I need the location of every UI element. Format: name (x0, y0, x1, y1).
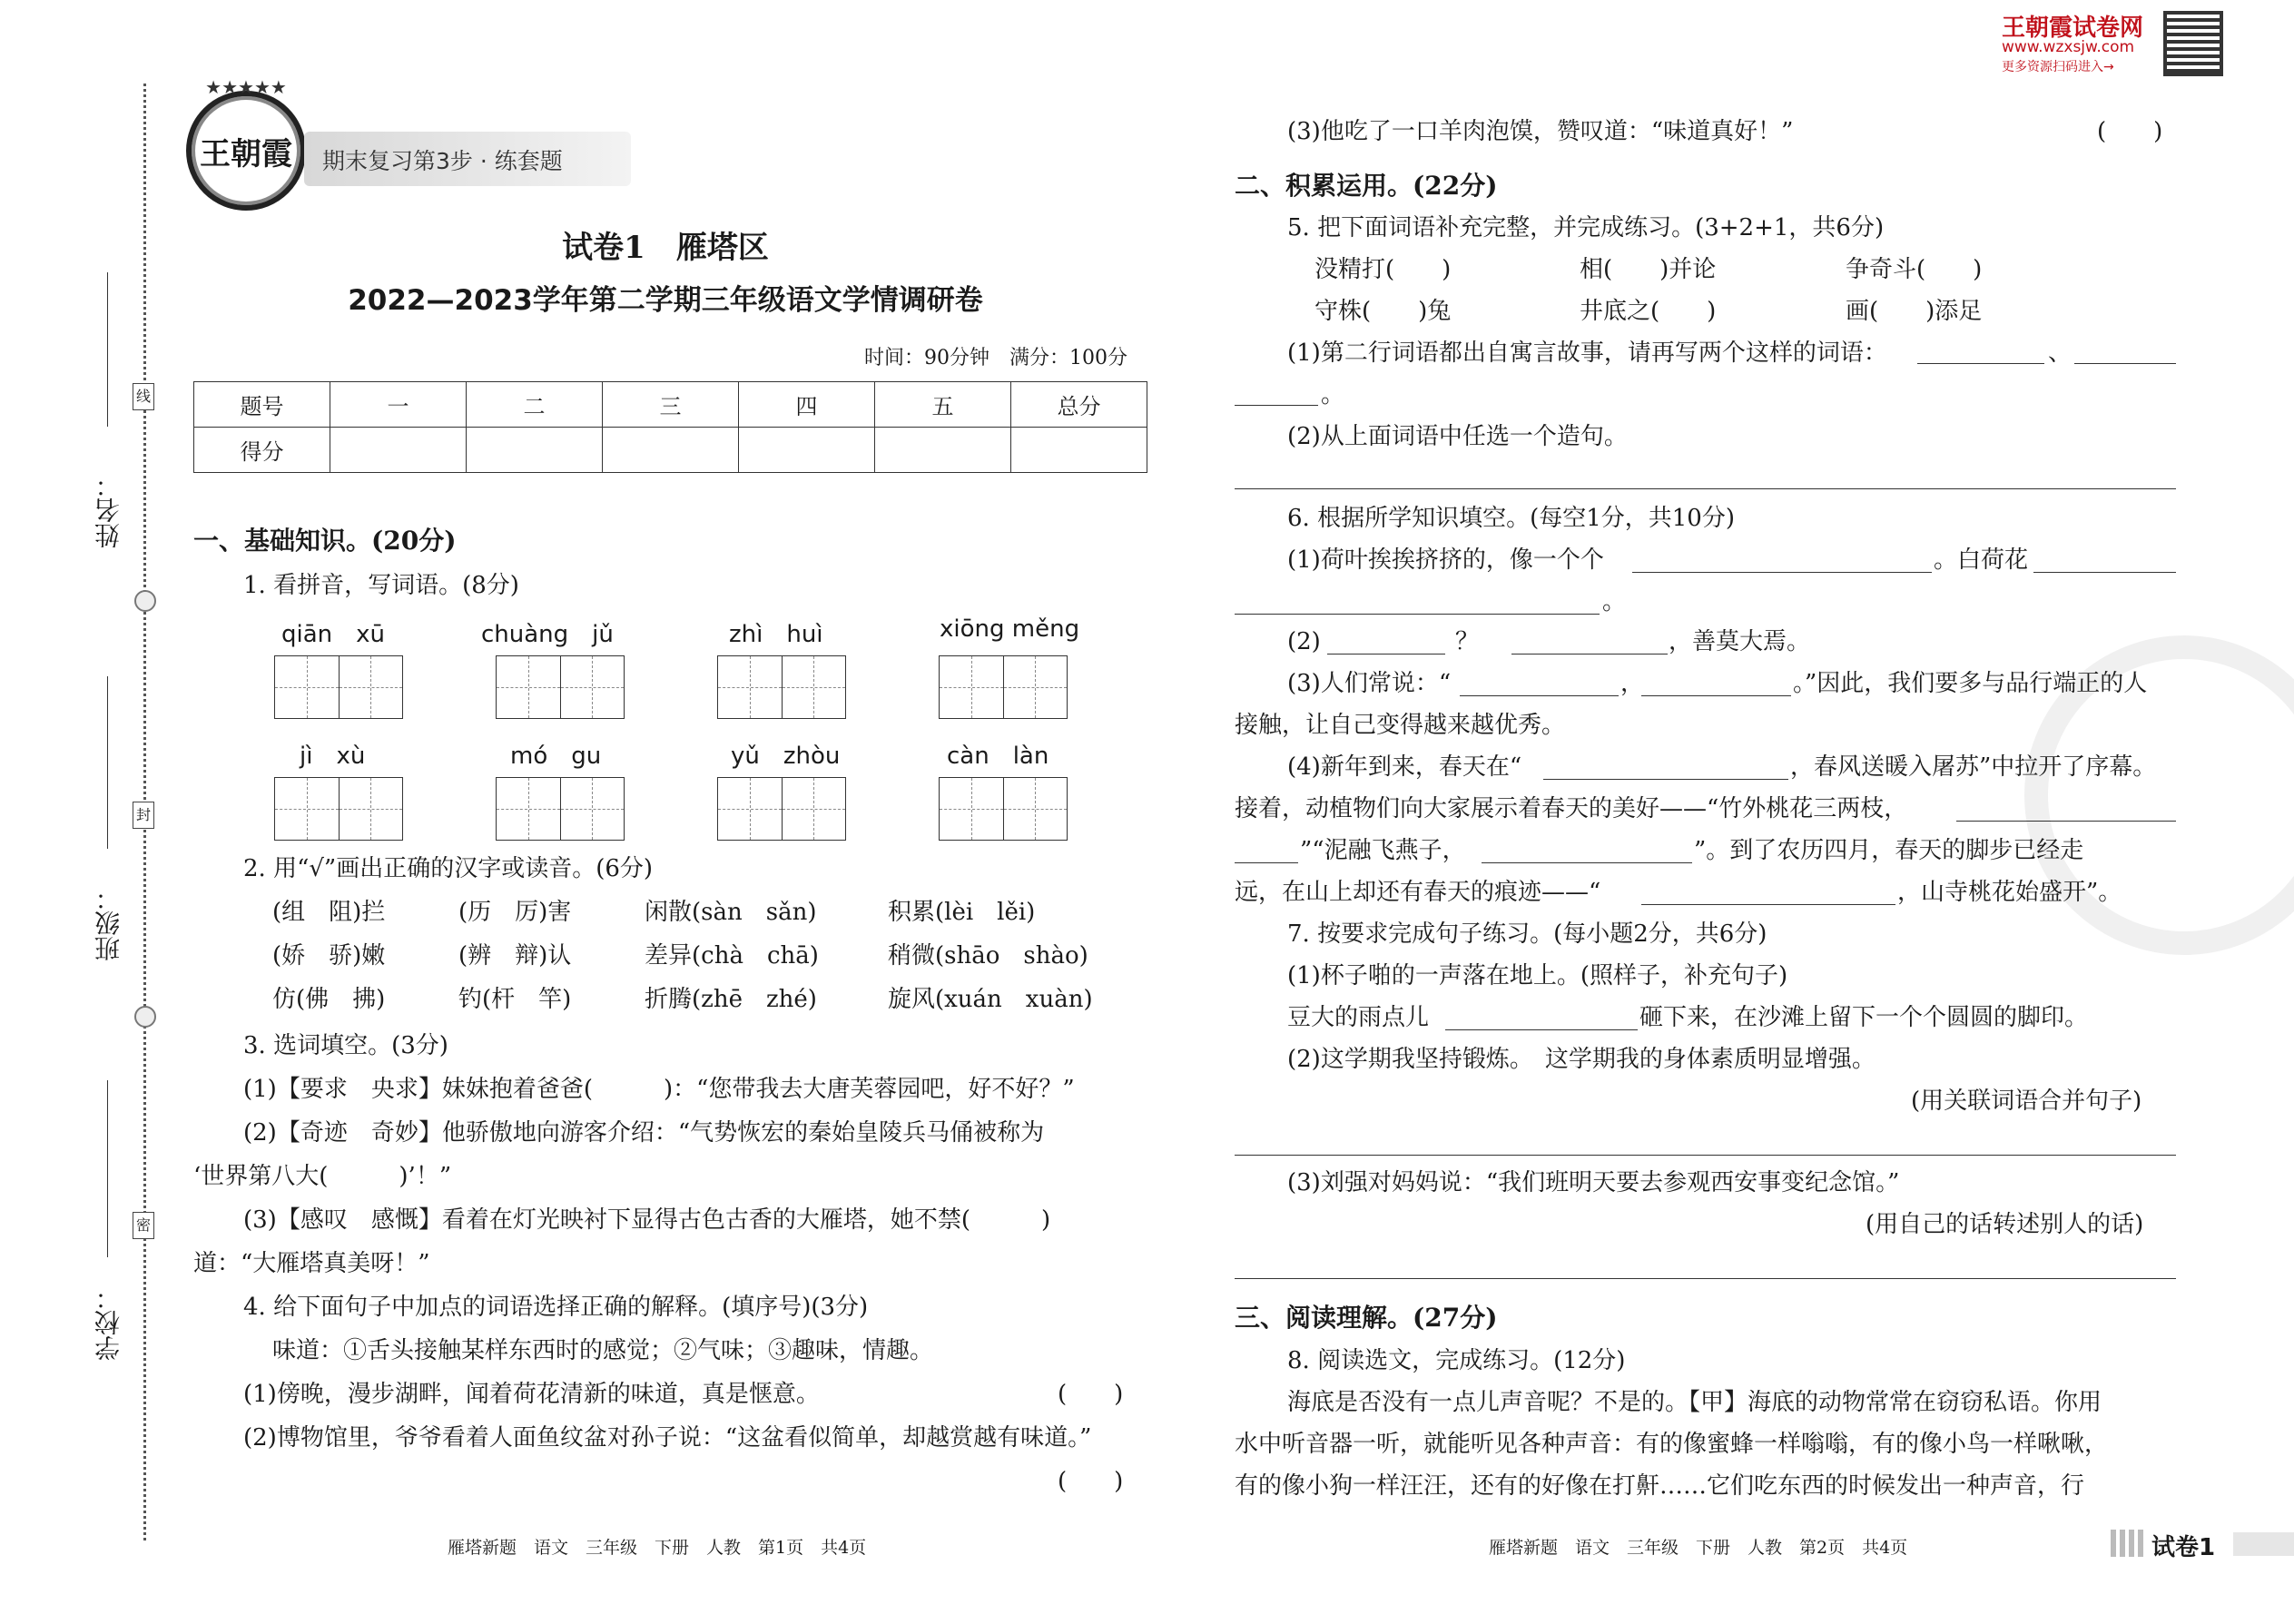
q2-option[interactable]: 钓(杆 竿) (458, 986, 572, 1013)
writing-grid[interactable] (939, 777, 1068, 841)
brand-logo (186, 76, 306, 211)
q6-3-start: (3)人们常说：“ (1287, 670, 1452, 697)
banner-text: 期末复习第3步 · 练套题 (322, 148, 563, 174)
pinyin-label: mó gu (510, 743, 602, 770)
pinyin-label: chuàng jǔ (481, 621, 614, 648)
q3-item-3-cont: 道：“大雁塔真美呀！” (193, 1250, 430, 1277)
logo-text: 王朝霞 (200, 136, 292, 172)
score-input[interactable] (739, 428, 875, 473)
answer-line[interactable] (1235, 405, 1318, 406)
q2-option[interactable]: 稍微(shāo shào) (888, 942, 1088, 969)
answer-paren[interactable]: ( ) (2097, 118, 2163, 145)
section-1-heading: 一、基础知识。(20分) (193, 526, 457, 556)
q2-option[interactable]: (历 厉)害 (458, 899, 572, 926)
section-3-heading: 三、阅读理解。(27分) (1235, 1303, 1498, 1333)
passage-line: 水中听音器一听，就能听见各种声音：有的像蜜蜂一样嗡嗡，有的像小鸟一样啾啾， (1235, 1431, 2109, 1458)
answer-line[interactable] (1632, 572, 1932, 573)
seal-char-3: 密 (133, 1212, 154, 1239)
answer-line[interactable] (1543, 779, 1788, 780)
q7-1-end: 砸下来，在沙滩上留下一个个圆圆的脚印。 (1639, 1004, 2089, 1031)
q3-item-2[interactable]: (2)【奇迹 奇妙】他骄傲地向游客介绍：“气势恢宏的秦始皇陵兵马俑被称为 (243, 1119, 1045, 1147)
q6-2-start: (2) (1287, 628, 1321, 655)
q2-option[interactable]: 积累(lèi lěi) (888, 899, 1036, 926)
score-cell: 四 (739, 382, 875, 428)
q5-prompt: 5. 把下面词语补充完整，并完成练习。(3+2+1，共6分) (1287, 214, 1885, 241)
q5-word[interactable]: 没精打( ) (1314, 256, 1452, 283)
q4-prompt: 4. 给下面句子中加点的词语选择正确的解释。(填序号)(3分) (243, 1294, 869, 1321)
writing-grid[interactable] (496, 777, 625, 841)
pinyin-label: zhì huì (729, 621, 823, 648)
answer-line[interactable] (1917, 363, 2044, 364)
writing-grid[interactable] (274, 655, 403, 719)
binding-ring-2 (134, 1006, 156, 1028)
writing-grid[interactable] (939, 655, 1068, 719)
q5-sub-1: (1)第二行词语都出自寓言故事，请再写两个这样的词语： (1287, 340, 1887, 367)
binding-ring-1 (134, 590, 156, 612)
q6-4-line2: 接着，动植物们向大家展示着春天的美好——“竹外桃花三两枝， (1235, 795, 1908, 822)
q4-item-2: (2)博物馆里，爷爷看着人面鱼纹盆对孙子说：“这盆看似简单，却越赏越有味道。” (243, 1424, 1092, 1452)
q5-word[interactable]: 画( )添足 (1846, 298, 1983, 325)
qr-code-icon[interactable] (2163, 11, 2223, 76)
q5-word[interactable]: 争奇斗( ) (1846, 256, 1983, 283)
answer-line[interactable] (1460, 695, 1619, 696)
q5-word[interactable]: 守株( )兔 (1314, 298, 1452, 325)
q3-item-1[interactable]: (1)【要求 央求】妹妹抱着爸爸( )：“您带我去大唐芙蓉园吧，好不好？” (243, 1076, 1075, 1103)
q5-word[interactable]: 相( )并论 (1580, 256, 1717, 283)
answer-line[interactable] (1235, 1278, 2176, 1279)
class-field-line[interactable] (107, 676, 108, 849)
writing-grid[interactable] (717, 655, 846, 719)
q3-item-2-cont[interactable]: ‘世界第八大( )’！” (193, 1163, 452, 1190)
q1-prompt: 1. 看拼音，写词语。(8分) (243, 572, 519, 599)
score-table (193, 381, 1147, 473)
seal-char-2: 封 (133, 802, 154, 829)
q6-4-poem3: ，山寺桃花始盛开”。 (1897, 879, 2122, 906)
q7-3-sentence: (3)刘强对妈妈说：“我们班明天要去参观西安事变纪念馆。” (1287, 1169, 1900, 1196)
pinyin-label: càn làn (947, 743, 1049, 770)
q6-4-line3: ”。到了农历四月，春天的脚步已经走 (1694, 837, 2084, 864)
q4-definition: 味道：①舌头接触某样东西时的感觉；②气味；③趣味，情趣。 (272, 1337, 934, 1364)
answer-line[interactable] (2033, 572, 2176, 573)
score-input[interactable] (330, 428, 467, 473)
q5-sub-2: (2)从上面词语中任选一个造句。 (1287, 423, 1628, 450)
site-note: 更多资源扫码进入→ (2002, 60, 2114, 74)
q3-prompt: 3. 选词填空。(3分) (243, 1032, 448, 1059)
q6-4-line4: 远，在山上却还有春天的痕迹——“ (1235, 879, 1601, 906)
answer-line[interactable] (1641, 695, 1791, 696)
answer-line[interactable] (1482, 862, 1692, 863)
score-cell: 题号 (194, 382, 330, 428)
right-page-footer: 雁塔新题 语文 三年级 下册 人教 第2页 共4页 (1489, 1538, 1908, 1558)
q7-2-sentences: (2)这学期我坚持锻炼。 这学期我的身体素质明显增强。 (1287, 1046, 1876, 1073)
answer-line[interactable] (1511, 654, 1668, 655)
q6-2-end: ，善莫大焉。 (1669, 628, 1811, 655)
score-input[interactable] (1011, 428, 1147, 473)
q2-option[interactable]: 旋风(xuán xuàn) (888, 986, 1093, 1013)
paper-subtitle: 2022—2023学年第二学期三年级语文学情调研卷 (348, 284, 983, 317)
q2-prompt: 2. 用“√”画出正确的汉字或读音。(6分) (243, 855, 654, 882)
q6-4-start: (4)新年到来，春天在“ (1287, 753, 1522, 781)
answer-line[interactable] (1327, 654, 1445, 655)
q7-3-note: (用自己的话转述别人的话) (1866, 1211, 2144, 1238)
q6-prompt: 6. 根据所学知识填空。(每空1分，共10分) (1287, 505, 1735, 532)
q2-option[interactable]: (组 阻)拦 (272, 899, 386, 926)
corner-bar (2233, 1532, 2294, 1556)
answer-line[interactable] (1235, 488, 2176, 489)
q6-1-start: (1)荷叶挨挨挤挤的，像一个个 (1287, 546, 1604, 574)
time-info: 时间：90分钟 满分：100分 (864, 347, 1127, 369)
answer-line[interactable] (1445, 1029, 1638, 1030)
q4-item-3: (3)他吃了一口羊肉泡馍，赞叹道：“味道真好！” (1287, 118, 1794, 145)
q7-1-example: (1)杯子啪的一声落在地上。(照样子，补充句子) (1287, 962, 1788, 989)
score-label: 得分 (194, 428, 330, 473)
answer-line[interactable] (1235, 862, 1298, 863)
q7-2-note: (用关联词语合并句子) (1911, 1088, 2142, 1115)
writing-grid[interactable] (496, 655, 625, 719)
section-2-heading: 二、积累运用。(22分) (1235, 171, 1498, 201)
answer-line[interactable] (2074, 363, 2176, 364)
score-cell: 总分 (1011, 382, 1147, 428)
q7-1-start: 豆大的雨点儿 (1287, 1004, 1430, 1031)
school-field-line[interactable] (107, 1080, 108, 1257)
left-page-footer: 雁塔新题 语文 三年级 下册 人教 第1页 共4页 (448, 1538, 867, 1558)
chapter-banner (304, 132, 631, 186)
pinyin-label: jì xù (300, 743, 366, 770)
q2-option[interactable]: (娇 骄)嫩 (272, 942, 386, 969)
paper-title: 试卷1 雁塔区 (562, 230, 769, 266)
score-input[interactable] (603, 428, 739, 473)
answer-line[interactable] (1235, 1155, 2176, 1156)
q2-option[interactable]: 闲散(sàn sǎn) (645, 899, 817, 926)
pinyin-label: xiōng měng (940, 615, 1080, 643)
q6-3-comma: ， (1620, 670, 1645, 697)
q6-4-poem2: ”“泥融飞燕子， (1300, 837, 1466, 864)
score-cell: 五 (875, 382, 1011, 428)
score-cell: 三 (603, 382, 739, 428)
name-label: 姓名： (94, 472, 123, 548)
corner-label: 试卷1 (2151, 1534, 2216, 1561)
writing-grid[interactable] (274, 777, 403, 841)
writing-grid[interactable] (717, 777, 846, 841)
corner-deco-icon (2111, 1530, 2147, 1557)
q6-3-end: 接触，让自己变得越来越优秀。 (1235, 712, 1566, 739)
site-url[interactable]: www.wzxsjw.com (2002, 38, 2135, 56)
q5-sub-1-end: 。 (1321, 381, 1345, 408)
passage-line: 有的像小狗一样汪汪，还有的好像在打鼾……它们吃东西的时候发出一种声音，行 (1235, 1472, 2085, 1500)
q6-4-poem1: ，春风送暖入屠苏”中拉开了序幕。 (1790, 753, 2157, 781)
answer-paren[interactable]: ( ) (1058, 1381, 1124, 1408)
score-header-row (194, 382, 1147, 428)
q6-1-mid: 。白荷花 (1934, 546, 2029, 574)
q6-3-mid: 。”因此，我们要多与品行端正的人 (1793, 670, 2148, 697)
pinyin-label: qiān xū (281, 621, 386, 648)
q2-option[interactable]: 差异(chà chā) (645, 942, 819, 969)
score-input[interactable] (467, 428, 603, 473)
q2-option[interactable]: 仿(佛 拂) (272, 986, 386, 1013)
q6-2-q: ？ (1455, 628, 1480, 655)
q4-item-1: (1)傍晚，漫步湖畔，闻着荷花清新的味道，真是惬意。 (243, 1381, 820, 1408)
passage-line: 海底是否没有一点儿声音呢？不是的。【甲】海底的动物常常在窃窃私语。你用 (1287, 1389, 2102, 1416)
q5-word[interactable]: 井底之( ) (1580, 298, 1717, 325)
logo-stars-icon: ★★★★★ (205, 76, 287, 98)
score-cell: 一 (330, 382, 467, 428)
q8-prompt: 8. 阅读选文，完成练习。(12分) (1287, 1347, 1626, 1374)
site-name: 王朝霞试卷网 (2002, 15, 2144, 42)
score-input[interactable] (875, 428, 1011, 473)
answer-line[interactable] (1235, 614, 1600, 615)
q2-option[interactable]: 折腾(zhē zhé) (645, 986, 817, 1013)
seal-char-1: 线 (133, 383, 154, 410)
answer-paren[interactable]: ( ) (1058, 1468, 1124, 1495)
class-label: 班级： (94, 885, 123, 961)
score-cell: 二 (467, 382, 603, 428)
school-label: 学校： (94, 1284, 123, 1361)
answer-line[interactable] (1641, 904, 1895, 905)
pinyin-label: yǔ zhòu (731, 743, 841, 770)
score-value-row (194, 428, 1147, 473)
q3-item-3[interactable]: (3)【感叹 感慨】看着在灯光映衬下显得古色古香的大雁塔，她不禁( ) (243, 1206, 1051, 1234)
name-field-line[interactable] (107, 272, 108, 427)
q7-prompt: 7. 按要求完成句子练习。(每小题2分，共6分) (1287, 920, 1767, 948)
q2-option[interactable]: (辨 辩)认 (458, 942, 572, 969)
